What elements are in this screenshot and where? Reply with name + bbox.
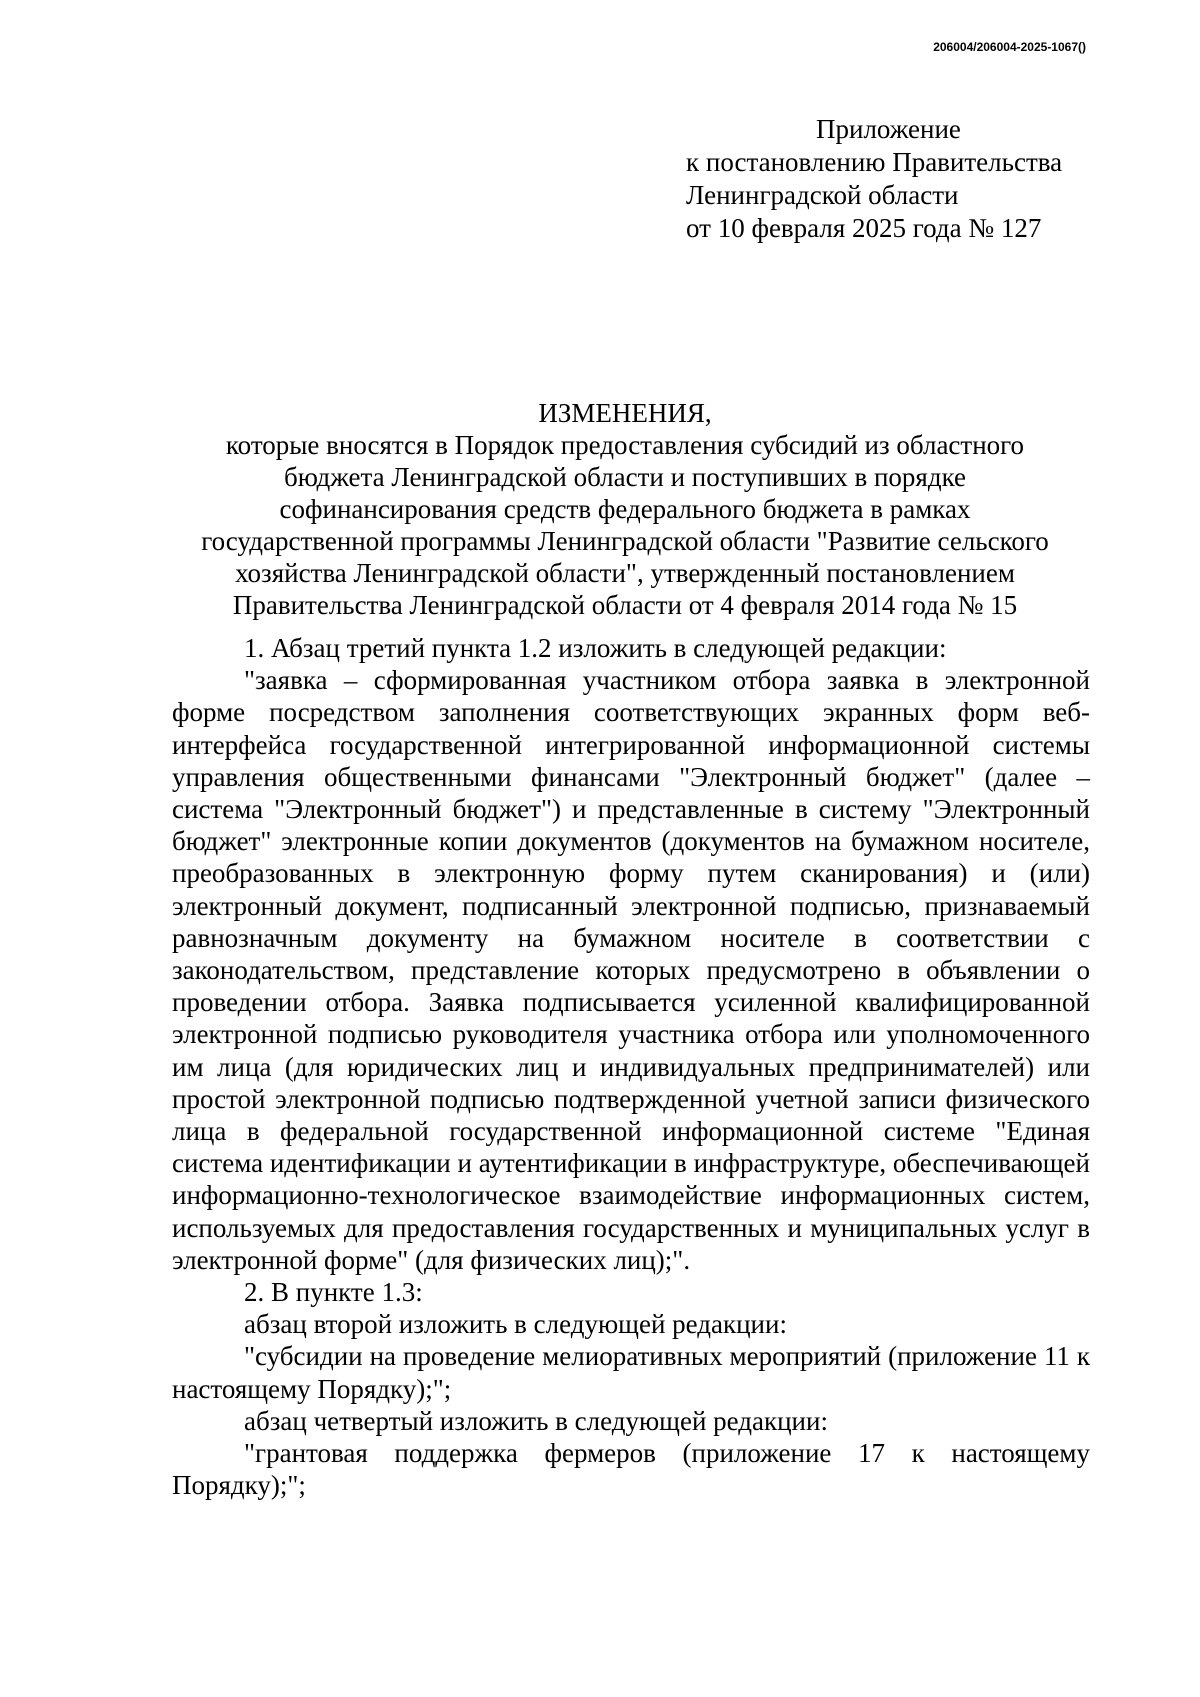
paragraph-item-2: 2. В пункте 1.3: [244, 1277, 423, 1308]
document-registration-number: 206004/206004-2025-1067() [933, 40, 1086, 54]
paragraph-item-1: 1. Абзац третий пункта 1.2 изложить в следующей редакции: [244, 633, 947, 663]
title-line: бюджета Ленинградской области и поступивших в порядке [283, 462, 967, 492]
title-line: государственной программы Ленинградской области "Развитие сельского [201, 526, 1049, 556]
paragraph-item-2-b: абзац четвертый изложить в следующей редакции: [244, 1405, 828, 1436]
appendix-reference: к постановлению Правительства [686, 147, 1063, 177]
appendix-title: Приложение [816, 114, 961, 144]
document-title [160, 397, 1090, 621]
paragraph-item-2-b-text: "грантовая поддержка фермеров (приложение 17 к настоящему Порядку);"; [172, 1438, 1090, 1501]
document-heading: ИЗМЕНЕНИЯ, [538, 398, 712, 428]
paragraph-item-2-a-text: "субсидии на проведение мелиоративных мероприятий (приложение 11 к настоящему Порядку);"; [172, 1341, 1090, 1404]
title-line: софинансирования средств федерального бюджета в рамках [279, 494, 971, 524]
appendix-header [686, 113, 1062, 245]
title-line: хозяйства Ленинградской области", утвержденный постановлением [235, 558, 1015, 588]
paragraph-item-1-text: "заявка – сформированная участником отбора заявка в электронной форме посредством заполнения соответствующих экранных форм веб-интерфейса государственной интегрированной информационной системы управления общественными финансами "Электронный бюджет" (далее – система "Электронный бюджет") и представленные в систему "Электронный бюджет" электронные копии документов (документов на бумажном носителе, преобразованных в электронную форму путем сканирования) и (или) электронный документ, подписанный электронной подписью, признаваемый равнозначным документу на бумажном носителе в соответствии с законодательством, представление которых предусмотрено в объявлении о проведении отбора. Заявка подписывается усиленной квалифицированной электронной подписью руководителя участника отбора или уполномоченного им лица (для юридических лиц и индивидуальных предпринимателей) или простой электронной подписью подтвержденной учетной записи физического лица в федеральной государственной информационной системе "Единая система идентификации и аутентификации в инфраструктуре, обеспечивающей информационно-технологическое взаимодействие информационных систем, используемых для предоставления государственных и муниципальных услуг в электронной форме" (для физических лиц);". [172, 665, 1090, 1275]
appendix-region: Ленинградской области [686, 180, 959, 210]
appendix-date-number: от 10 февраля 2025 года № 127 [686, 213, 1042, 243]
paragraph-item-2-a: абзац второй изложить в следующей редакции: [244, 1309, 787, 1340]
document-body [172, 632, 1090, 1501]
title-line: которые вносятся в Порядок предоставления субсидий из областного [225, 430, 1025, 460]
title-line: Правительства Ленинградской области от 4 февраля 2014 года № 15 [232, 590, 1018, 620]
